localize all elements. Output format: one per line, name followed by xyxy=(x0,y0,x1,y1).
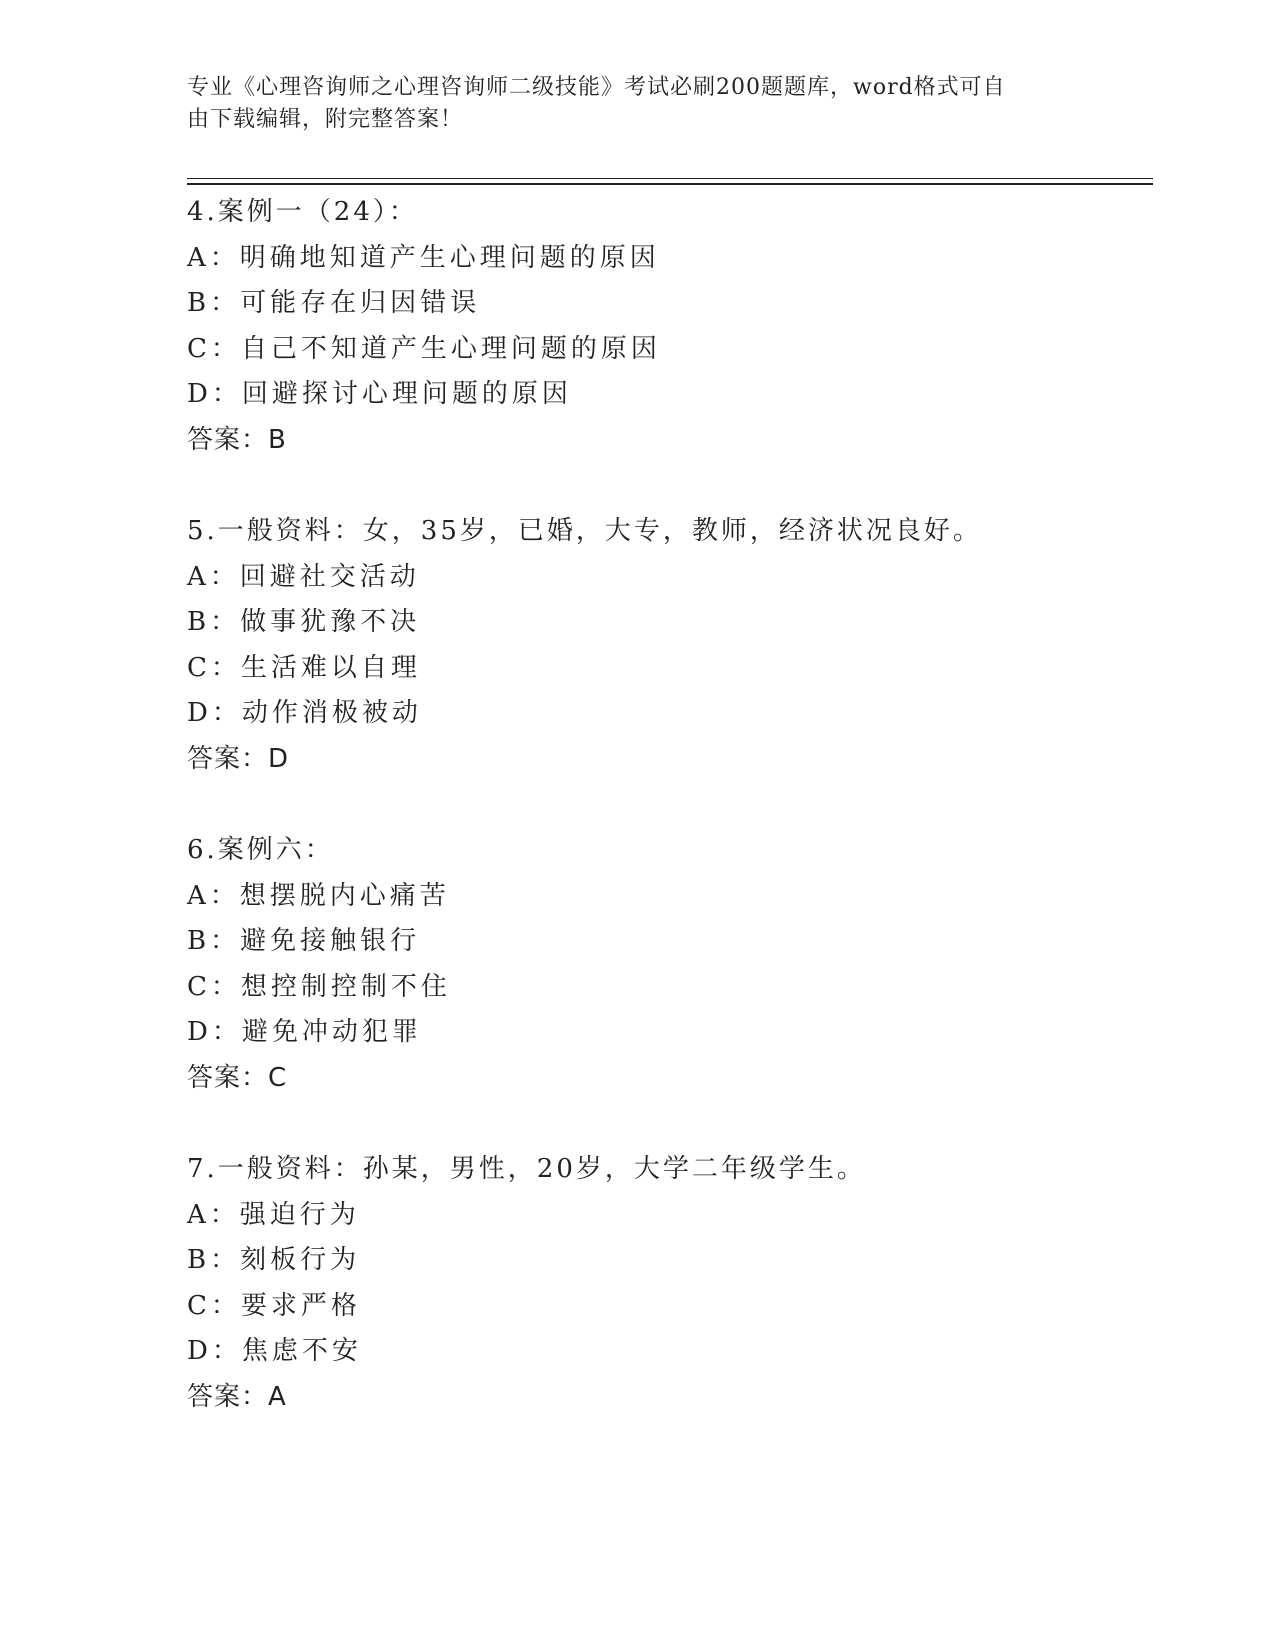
option-d: D：焦虑不安 xyxy=(187,1336,362,1366)
question-stem: 6.案例六： xyxy=(187,835,334,865)
option-c: C：想控制控制不住 xyxy=(187,971,451,1002)
header-divider-thick xyxy=(187,183,1153,185)
answer-line: 答案：D xyxy=(187,743,290,774)
question-7 xyxy=(187,1147,1153,1420)
answer-line: 答案：C xyxy=(187,1062,288,1093)
header-divider-thin xyxy=(187,178,1153,179)
question-stem: 7.一般资料：孙某，男性，20岁，大学二年级学生。 xyxy=(187,1154,866,1184)
answer-line: 答案：A xyxy=(187,1381,287,1412)
answer-line: 答案：B xyxy=(187,424,287,455)
option-d: D：回避探讨心理问题的原因 xyxy=(187,379,572,409)
option-d: D：避免冲动犯罪 xyxy=(187,1017,422,1047)
question-stem: 5.一般资料：女，35岁，已婚，大专，教师，经济状况良好。 xyxy=(187,516,982,546)
option-d: D：动作消极被动 xyxy=(187,698,422,728)
document-intro xyxy=(187,72,1067,136)
question-5 xyxy=(187,509,1153,782)
intro-line-2: 由下载编辑，附完整答案！ xyxy=(187,107,464,132)
question-list xyxy=(187,190,1153,1466)
question-4 xyxy=(187,190,1153,463)
option-b: B：可能存在归因错误 xyxy=(187,288,481,318)
question-stem: 4.案例一（24）： xyxy=(187,197,418,227)
option-b: B：刻板行为 xyxy=(187,1245,361,1275)
option-b: B：做事犹豫不决 xyxy=(187,607,421,637)
intro-line-1: 专业《心理咨询师之心理咨询师二级技能》考试必刷200题题库，word格式可自 xyxy=(187,75,1006,100)
question-6 xyxy=(187,828,1153,1101)
option-c: C：自己不知道产生心理问题的原因 xyxy=(187,333,661,364)
option-a: A：强迫行为 xyxy=(187,1199,360,1230)
option-b: B：避免接触银行 xyxy=(187,926,421,956)
option-a: A：明确地知道产生心理问题的原因 xyxy=(187,242,660,273)
option-c: C：要求严格 xyxy=(187,1290,361,1321)
option-a: A：想摆脱内心痛苦 xyxy=(187,880,450,911)
option-c: C：生活难以自理 xyxy=(187,652,421,683)
option-a: A：回避社交活动 xyxy=(187,561,420,592)
